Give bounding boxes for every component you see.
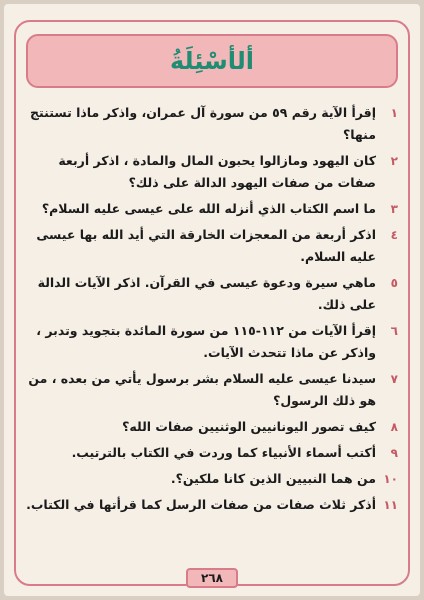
page-number-box <box>186 568 238 588</box>
question-item <box>24 442 398 464</box>
question-text: ما اسم الكتاب الذي أنزله الله على عيسى عليه السلام؟ <box>41 201 376 216</box>
question-item <box>24 224 398 268</box>
question-item <box>24 102 398 146</box>
question-item <box>24 150 398 194</box>
question-text: إقرأ الآيات من ١١٢-١١٥ من سورة المائدة بتجويد وتدبر ، واذكر عن ماذا تتحدث الآيات. <box>36 323 376 360</box>
question-item <box>24 320 398 364</box>
page-number: ٢٦٨ <box>201 571 223 585</box>
question-item <box>24 368 398 412</box>
question-text: أذكر ثلاث صفات من صفات الرسل كما قرأتها في الكتاب. <box>26 497 376 512</box>
question-number: ٩ <box>390 446 398 460</box>
question-item <box>24 416 398 438</box>
question-text: ماهي سيرة ودعوة عيسى في القرآن. اذكر الآيات الدالة على ذلك. <box>37 275 376 312</box>
question-number: ٤ <box>390 228 398 242</box>
book-page <box>4 4 420 596</box>
question-number: ١٠ <box>383 472 398 486</box>
question-item <box>24 494 398 516</box>
question-number: ٨ <box>390 420 398 434</box>
question-number: ٥ <box>390 276 398 290</box>
page-title: ألأسْئِلَةُ <box>170 47 254 75</box>
question-text: كيف تصور اليونانيين الوثنيين صفات الله؟ <box>122 419 376 434</box>
question-item <box>24 468 398 490</box>
question-text: اذكر أربعة من المعجزات الخارقة التي أيد الله بها عيسى عليه السلام. <box>36 227 376 264</box>
question-number: ٦ <box>390 324 398 338</box>
question-number: ٣ <box>390 202 398 216</box>
question-number: ٢ <box>390 154 398 168</box>
question-number: ١١ <box>383 498 398 512</box>
questions-list <box>24 102 398 520</box>
question-text: سيدنا عيسى عليه السلام بشر برسول يأتي من بعده ، من هو ذلك الرسول؟ <box>28 371 376 408</box>
question-text: أكتب أسماء الأنبياء كما وردت في الكتاب بالترتيب. <box>71 445 376 460</box>
question-item <box>24 272 398 316</box>
question-text: كان اليهود ومازالوا يحبون المال والمادة ، اذكر أربعة صفات من صفات اليهود الدالة على ذلك؟ <box>58 153 376 190</box>
question-number: ٧ <box>390 372 398 386</box>
title-banner <box>26 34 398 88</box>
question-number: ١ <box>390 106 398 120</box>
question-text: إقرأ الآية رقم ٥٩ من سورة آل عمران، واذكر ماذا تستنتج منها؟ <box>30 105 376 142</box>
question-text: من هما النبيين الذين كانا ملكين؟. <box>170 471 376 486</box>
question-item <box>24 198 398 220</box>
